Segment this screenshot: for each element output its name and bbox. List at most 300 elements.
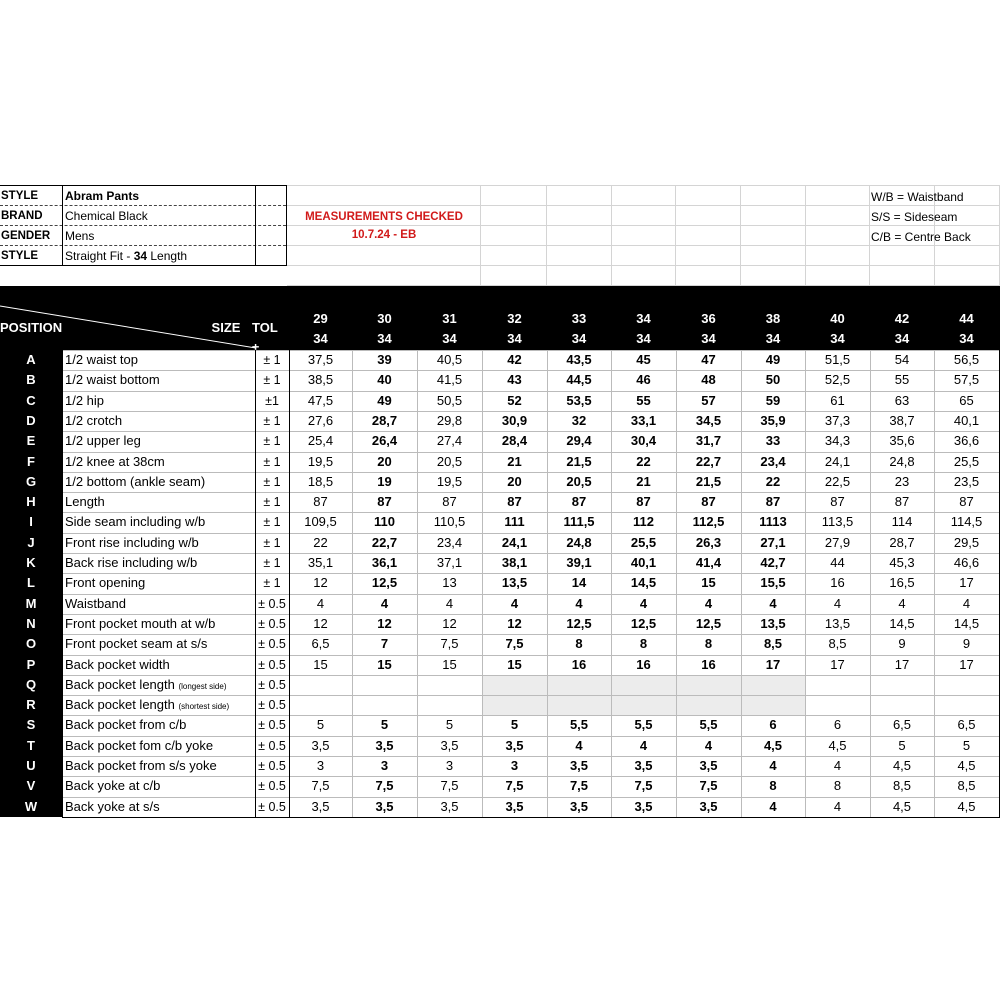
measurement-value: 45,3 <box>889 555 915 570</box>
measurement-value: 3,5 <box>699 798 718 814</box>
measurement-value: 5,5 <box>634 717 653 733</box>
position-code: K <box>26 555 36 570</box>
measurement-value: 23 <box>894 473 910 489</box>
measurement-value: 14,5 <box>630 575 657 591</box>
position-code: P <box>26 656 36 672</box>
measurement-value: 15 <box>442 656 457 672</box>
size-waist-header: 40 <box>830 311 845 326</box>
size-waist-header: 34 <box>636 311 651 326</box>
position-code: O <box>25 636 37 652</box>
position-code: H <box>26 494 36 510</box>
measurement-value: 27,6 <box>307 412 334 428</box>
tolerance-value: ±1 <box>265 393 279 408</box>
measurement-value: 26,3 <box>695 534 722 550</box>
measurement-value: 110 <box>374 514 395 530</box>
size-length-header: 34 <box>636 331 651 346</box>
measurement-value: 110,5 <box>433 514 466 530</box>
position-code: F <box>27 453 35 469</box>
measurement-value: 7,5 <box>505 778 524 794</box>
measurement-value: 4 <box>769 595 777 611</box>
measurement-value: 16 <box>636 656 651 672</box>
tolerance-value: ± 0.5 <box>258 718 286 733</box>
measurement-value: 24,8 <box>889 453 915 469</box>
tolerance-value: ± 0.5 <box>258 738 286 753</box>
measurement-value: 8 <box>704 636 713 652</box>
position-code: E <box>26 433 36 449</box>
tolerance-value: ± 0.5 <box>258 779 286 794</box>
measurement-value: 112,5 <box>692 514 725 530</box>
size-waist-header: 31 <box>442 311 457 326</box>
measurement-value: 17 <box>959 656 974 672</box>
measurement-value: 17 <box>830 656 845 672</box>
measurement-value: 7 <box>380 636 389 652</box>
measurement-value: 25,5 <box>953 453 980 469</box>
measurement-value: 7,5 <box>699 778 718 794</box>
measurement-value: 50,5 <box>436 392 463 408</box>
tolerance-value: ± 1 <box>263 556 281 570</box>
tolerance-value: ± 1 <box>263 535 281 550</box>
measurement-value: 38,5 <box>307 372 334 388</box>
measurement-value: 43,5 <box>566 352 592 367</box>
measurement-value: 47,5 <box>307 392 334 408</box>
tolerance-value: ± 0.5 <box>258 657 286 672</box>
position-code: M <box>25 595 37 611</box>
measurement-value: 35,9 <box>760 412 786 428</box>
measurement-value: 41,4 <box>695 555 722 570</box>
measurements-checked-title: MEASUREMENTS CHECKED <box>305 211 463 223</box>
measurement-value: 56,5 <box>953 352 980 367</box>
measurement-value: 87 <box>507 494 522 510</box>
tolerance-value: ± 1 <box>263 576 281 591</box>
measurement-value: 37,5 <box>307 352 334 367</box>
description-note: (longest side) <box>178 681 227 691</box>
legend-item: W/B = Waistband <box>871 190 964 204</box>
measurement-description <box>62 695 255 717</box>
measurements-checked-date: 10.7.24 - EB <box>351 229 417 241</box>
description-text: Front pocket seam at s/s <box>65 636 208 652</box>
measurement-value: 25,5 <box>630 534 657 550</box>
legend-item: C/B = Centre Back <box>871 230 971 244</box>
measurement-value: 4 <box>704 595 713 611</box>
gridline <box>287 185 1000 186</box>
info-divider <box>62 186 63 265</box>
size-length-header: 34 <box>507 331 522 346</box>
measurement-value: 33,1 <box>630 412 657 428</box>
measurement-value: 31,7 <box>695 433 722 449</box>
size-length-header: 34 <box>959 331 974 346</box>
position-code: N <box>26 615 36 631</box>
measurement-value: 3,5 <box>569 798 589 814</box>
measurement-value: 87 <box>377 494 392 510</box>
measurement-value: 30,9 <box>501 412 528 428</box>
measurement-value: 9 <box>962 636 971 652</box>
row-line <box>62 817 1000 818</box>
measurement-description <box>62 512 255 532</box>
size-length-header: 34 <box>894 331 910 346</box>
description-text: Back yoke at s/s <box>65 798 160 814</box>
measurement-value: 8,5 <box>892 778 912 794</box>
empty-cell-shade <box>611 695 676 715</box>
description-text: 1/2 hip <box>65 392 105 408</box>
empty-cell-shade <box>741 695 805 715</box>
measurement-value: 7,5 <box>311 778 330 794</box>
size-length-header: 34 <box>765 331 781 346</box>
size-waist-header: 38 <box>765 311 781 326</box>
measurement-value: 19,5 <box>307 453 334 469</box>
measurement-value: 3,5 <box>440 798 459 814</box>
measurement-value: 25,4 <box>307 433 334 449</box>
measurement-value: 4,5 <box>763 737 783 753</box>
measurement-value: 35,6 <box>889 433 915 449</box>
info-label: STYLE <box>1 190 39 202</box>
tolerance-value: ± 1 <box>263 515 281 530</box>
measurement-value: 17 <box>959 575 974 591</box>
measurement-value: 65 <box>959 392 974 408</box>
measurement-value: 4 <box>769 758 777 773</box>
description-text: 1/2 crotch <box>65 412 123 428</box>
measurement-value: 3,5 <box>440 737 459 753</box>
measurement-description <box>62 431 255 451</box>
measurement-value: 4 <box>575 737 583 753</box>
measurement-value: 7,5 <box>569 778 589 794</box>
measurement-value: 12,5 <box>630 615 657 631</box>
info-value: Straight Fit - 34 Length <box>65 249 188 263</box>
description-text: Back rise including w/b <box>65 555 198 570</box>
measurement-value: 15 <box>507 656 522 672</box>
measurement-description <box>62 533 255 553</box>
measurement-value: 15 <box>313 656 328 672</box>
measurement-value: 22 <box>636 453 651 469</box>
info-label: STYLE <box>1 250 39 262</box>
gridline <box>546 185 547 285</box>
tolerance-value: ± 0.5 <box>258 637 286 652</box>
tolerance-value: ± 1 <box>263 495 281 510</box>
measurement-value: 5,5 <box>699 717 718 733</box>
measurement-value: 12 <box>313 615 328 631</box>
measurement-value: 87 <box>571 494 587 510</box>
measurement-value: 53,5 <box>566 392 592 408</box>
measurement-value: 39 <box>377 352 392 367</box>
measurement-value: 14,5 <box>953 615 980 631</box>
measurement-value: 17 <box>765 656 781 672</box>
measurement-value: 4,5 <box>828 737 847 753</box>
measurement-value: 16 <box>571 656 587 672</box>
measurement-description <box>62 370 255 390</box>
measurement-value: 7,5 <box>440 636 459 652</box>
measurement-value: 39,1 <box>566 555 592 570</box>
tolerance-value: ± 0.5 <box>258 799 286 814</box>
measurement-value: 28,4 <box>501 433 528 449</box>
size-waist-header: 44 <box>959 311 974 326</box>
measurement-value: 4 <box>769 798 777 814</box>
measurement-value: 8,5 <box>957 778 976 794</box>
empty-cell-shade <box>547 675 611 695</box>
measurement-value: 4 <box>704 737 713 753</box>
size-header: SIZE <box>211 320 241 335</box>
measurement-value: 4 <box>445 595 454 611</box>
size-waist-header: 33 <box>571 311 587 326</box>
measurement-value: 112 <box>633 514 654 530</box>
measurement-value: 55 <box>894 372 910 388</box>
tolerance-value: ± 0.5 <box>258 616 286 631</box>
description-text: Back pocket from s/s yoke <box>65 758 217 773</box>
measurement-value: 12 <box>507 615 522 631</box>
measurement-value: 40 <box>377 372 392 388</box>
size-waist-header: 36 <box>701 311 716 326</box>
measurement-value: 8 <box>575 636 583 652</box>
measurement-value: 13,5 <box>824 615 851 631</box>
description-text: Side seam including w/b <box>65 514 206 530</box>
position-code: V <box>26 778 36 794</box>
measurement-description <box>62 797 255 817</box>
position-code: J <box>27 534 35 550</box>
description-text: 1/2 waist top <box>65 352 138 367</box>
size-length-header: 34 <box>442 331 457 346</box>
measurement-value: 20,5 <box>566 473 592 489</box>
measurement-value: 29,5 <box>953 534 980 550</box>
measurement-value: 8 <box>833 778 842 794</box>
gridline <box>287 265 1000 266</box>
measurement-value: 114 <box>891 514 913 530</box>
measurement-value: 28,7 <box>889 534 915 550</box>
measurement-value: 87 <box>313 494 328 510</box>
measurement-value: 12,5 <box>695 615 722 631</box>
measurement-value: 34,3 <box>824 433 851 449</box>
info-divider <box>255 186 256 265</box>
measurement-value: 12 <box>377 615 392 631</box>
measurement-value: 46,6 <box>953 555 980 570</box>
measurement-value: 12,5 <box>566 615 592 631</box>
measurement-value: 5 <box>445 717 454 733</box>
empty-cell-shade <box>482 675 547 695</box>
size-waist-header: 32 <box>507 311 522 326</box>
measurement-value: 22,5 <box>824 473 851 489</box>
measurement-value: 5 <box>316 717 325 733</box>
measurement-value: 8 <box>769 778 777 794</box>
measurement-value: 61 <box>830 392 845 408</box>
measurement-value: 87 <box>894 494 910 510</box>
measurement-value: 5,5 <box>569 717 589 733</box>
measurement-value: 3,5 <box>569 758 589 773</box>
measurement-value: 27,9 <box>824 534 851 550</box>
size-length-header: 34 <box>701 331 716 346</box>
description-text: Back pocket width <box>65 656 170 672</box>
measurement-value: 48 <box>701 372 716 388</box>
measurement-value: 12,5 <box>371 575 398 591</box>
position-code: A <box>26 352 36 367</box>
size-length-header: 34 <box>313 331 328 346</box>
description-text: Waistband <box>65 595 126 611</box>
empty-cell-shade <box>741 675 805 695</box>
measurement-value: 13,5 <box>760 615 786 631</box>
gridline <box>869 185 870 285</box>
measurement-value: 22 <box>765 473 781 489</box>
measurement-value: 6,5 <box>311 636 330 652</box>
measurement-value: 7,5 <box>440 778 459 794</box>
position-code: R <box>26 697 36 713</box>
measurement-value: 12 <box>313 575 328 591</box>
measurement-description <box>62 614 255 634</box>
description-text: Front pocket mouth at w/b <box>65 615 216 631</box>
measurement-value: 87 <box>442 494 457 510</box>
measurement-value: 33 <box>765 433 781 449</box>
description-text: 1/2 upper leg <box>65 433 141 449</box>
measurement-value: 13 <box>442 575 457 591</box>
measurement-value: 6 <box>833 717 842 733</box>
measurement-value: 27,4 <box>436 433 463 449</box>
measurement-value: 7,5 <box>634 778 653 794</box>
measurement-value: 6,5 <box>957 717 976 733</box>
measurement-value: 57,5 <box>953 372 980 388</box>
measurement-value: 50 <box>765 372 781 388</box>
measurement-value: 36,1 <box>371 555 398 570</box>
measurement-value: 52,5 <box>824 372 851 388</box>
measurement-value: 9 <box>898 636 906 652</box>
description-text: Back pocket from c/b <box>65 717 187 733</box>
measurement-value: 52 <box>507 392 522 408</box>
measurement-value: 23,5 <box>953 473 980 489</box>
description-text: Back pocket length <box>65 697 179 713</box>
measurement-value: 3 <box>380 758 389 773</box>
tolerance-value: ± 0.5 <box>258 677 286 692</box>
measurements-checked-note <box>289 208 479 244</box>
position-header: POSITION <box>0 320 63 335</box>
tolerance-value: ± 1 <box>263 353 281 367</box>
gridline <box>675 185 676 285</box>
measurement-value: 23,4 <box>760 453 786 469</box>
info-value: Abram Pants <box>65 189 140 203</box>
measurement-value: 1113 <box>759 514 787 530</box>
measurement-value: 21,5 <box>566 453 592 469</box>
measurement-value: 49 <box>377 392 392 408</box>
measurement-value: 4 <box>962 595 971 611</box>
measurement-value: 8,5 <box>828 636 847 652</box>
measurement-value: 15 <box>701 575 716 591</box>
measurement-description <box>62 756 255 776</box>
measurement-description <box>62 452 255 472</box>
measurement-value: 87 <box>959 494 974 510</box>
tolerance-header: TOL ± <box>252 320 278 355</box>
measurement-value: 6,5 <box>892 717 912 733</box>
measurement-value: 41,5 <box>436 372 463 388</box>
measurement-value: 16,5 <box>889 575 915 591</box>
measurement-value: 15,5 <box>760 575 786 591</box>
info-value: Mens <box>65 229 95 243</box>
measurement-value: 13,5 <box>501 575 528 591</box>
tolerance-value: ± 1 <box>263 434 281 449</box>
measurement-description <box>62 776 255 796</box>
measurement-value: 38,1 <box>501 555 528 570</box>
measurement-description <box>62 391 255 411</box>
description-text: Back pocket fom c/b yoke <box>65 737 214 753</box>
description-text: Front opening <box>65 575 146 591</box>
measurement-description <box>62 553 255 573</box>
empty-cell-shade <box>611 675 676 695</box>
measurement-value: 20 <box>507 473 522 489</box>
description-text: Back pocket length <box>65 676 179 692</box>
size-length-header: 34 <box>830 331 845 346</box>
measurement-value: 40,1 <box>953 412 980 428</box>
description-text: 1/2 knee at 38cm <box>65 453 165 469</box>
measurement-description <box>62 350 255 370</box>
position-code: T <box>27 737 35 753</box>
measurement-value: 21 <box>507 453 522 469</box>
size-waist-header: 30 <box>377 311 392 326</box>
measurement-value: 87 <box>830 494 845 510</box>
measurement-value: 28,7 <box>371 412 398 428</box>
info-label: BRAND <box>1 210 43 222</box>
measurement-value: 44 <box>830 555 845 570</box>
measurement-value: 22,7 <box>371 534 398 550</box>
measurement-value: 40,1 <box>630 555 657 570</box>
gridline <box>480 185 481 285</box>
size-waist-header: 29 <box>313 311 328 326</box>
measurement-description <box>62 736 255 756</box>
measurement-value: 22,7 <box>695 453 722 469</box>
measurement-value: 22 <box>313 534 328 550</box>
measurement-value: 87 <box>765 494 781 510</box>
measurement-description <box>62 655 255 675</box>
empty-cell-shade <box>547 695 611 715</box>
measurement-value: 7,5 <box>375 778 394 794</box>
measurement-value: 4 <box>316 595 325 611</box>
measurement-value: 14 <box>571 575 587 591</box>
measurement-value: 87 <box>636 494 651 510</box>
measurement-description <box>62 411 255 431</box>
measurement-value: 43 <box>507 372 522 388</box>
measurement-value: 4,5 <box>892 798 912 814</box>
measurement-value: 4 <box>380 595 389 611</box>
info-label: GENDER <box>1 230 51 242</box>
measurement-value: 3,5 <box>375 798 394 814</box>
measurement-value: 36,6 <box>953 433 980 449</box>
measurement-value: 3,5 <box>699 758 718 773</box>
measurement-value: 38,7 <box>889 412 915 428</box>
measurement-value: 55 <box>636 392 651 408</box>
measurement-value: 32 <box>571 412 587 428</box>
position-code: C <box>26 392 36 408</box>
measurement-value: 4,5 <box>957 798 976 814</box>
measurement-value: 47 <box>701 352 716 367</box>
description-note: (shortest side) <box>178 702 230 712</box>
measurement-value: 51,5 <box>824 352 851 367</box>
description-text: Length <box>65 494 105 510</box>
measurement-value: 114,5 <box>950 514 983 530</box>
legend-item: S/S = Sideseam <box>871 210 958 224</box>
measurement-value: 24,1 <box>501 534 528 550</box>
measurement-value: 24,1 <box>824 453 851 469</box>
measurement-value: 3,5 <box>311 798 330 814</box>
size-waist-header: 42 <box>894 311 910 326</box>
tolerance-value: ± 1 <box>263 413 281 428</box>
tolerance-value: ± 1 <box>263 474 281 489</box>
measurement-value: 40,5 <box>436 352 463 367</box>
measurement-value: 30,4 <box>630 433 657 449</box>
measurement-value: 4,5 <box>957 758 976 773</box>
measurement-value: 44,5 <box>566 372 592 388</box>
measurement-value: 3,5 <box>634 758 653 773</box>
measurement-value: 20,5 <box>436 453 463 469</box>
measurement-value: 4 <box>639 595 648 611</box>
measurement-value: 29,8 <box>436 412 463 428</box>
description-text: Front rise including w/b <box>65 534 199 550</box>
tolerance-value: ± 0.5 <box>258 596 286 611</box>
position-code: B <box>26 372 36 388</box>
gridline <box>805 185 806 285</box>
measurement-description <box>62 594 255 614</box>
measurement-value: 3,5 <box>505 798 524 814</box>
measurement-value: 23,4 <box>436 534 463 550</box>
